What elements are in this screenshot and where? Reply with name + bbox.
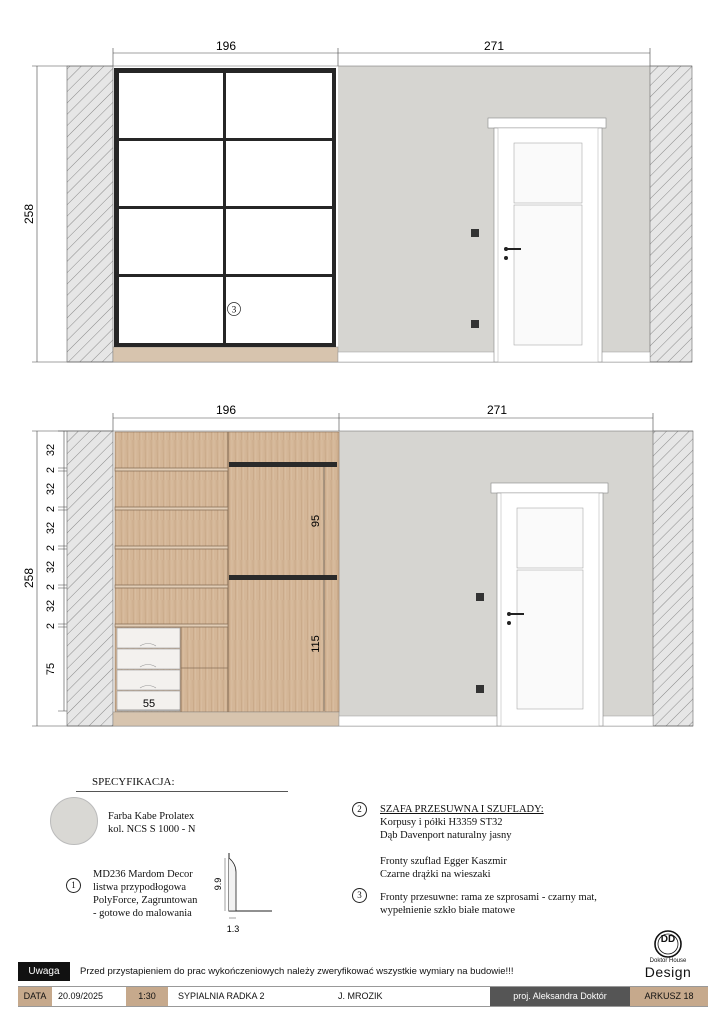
bottom-left-wall-hatch (67, 431, 113, 726)
spec-underline (76, 791, 288, 792)
upper-hanging-rod (229, 462, 337, 467)
item3-line-1: Fronty przesuwne: rama ze szprosami - czarny mat, (380, 892, 597, 903)
item2-spacer (380, 842, 544, 855)
logo-small-text: Doktor House (649, 958, 687, 964)
bottom-dim-height: 258 (22, 567, 36, 589)
item1-line-2: listwa przypodłogowa (93, 882, 187, 893)
drawer-width-dim: 55 (142, 698, 156, 710)
footer-project: proj. Aleksandra Doktór (490, 987, 630, 1006)
footer-data-label: DATA (18, 987, 52, 1006)
doktor-house-design-logo (628, 926, 708, 982)
shelf-dim-8: 32 (45, 599, 57, 613)
shelf-dim-7: 2 (45, 583, 57, 591)
bottom-light-switch (476, 593, 484, 601)
item1-line-1: MD236 Mardom Decor (93, 869, 193, 880)
top-door (488, 118, 606, 362)
item2-marker: 2 (352, 802, 367, 817)
skirting-profile-detail (213, 853, 272, 934)
item3-spec (380, 891, 597, 917)
top-wardrobe-plinth (113, 347, 338, 362)
logo-big-text: Design (644, 964, 692, 980)
top-left-wall-hatch (67, 66, 113, 362)
item2-line-4: Fronty szuflad Egger Kaszmir (380, 856, 507, 867)
bottom-right-wall-hatch (653, 431, 693, 726)
bottom-door (491, 483, 608, 726)
spec-title: SPECYFIKACJA: (92, 776, 175, 788)
shelf-dim-1: 2 (45, 466, 57, 474)
item2-line-1: Korpusy i półki H3359 ST32 (380, 817, 503, 828)
top-elevation (22, 39, 692, 362)
logo-mark: DD (660, 934, 676, 945)
item1-marker: 1 (66, 878, 81, 893)
profile-height-dim: 9.9 (213, 877, 223, 891)
bottom-dim-wardrobe-width: 196 (215, 403, 237, 417)
paint-line-1: Farba Kabe Prolatex (108, 811, 195, 822)
shelf-dim-10: 75 (45, 662, 57, 676)
bottom-skirting (339, 716, 653, 726)
shelf-dim-5: 2 (45, 544, 57, 552)
bottom-wardrobe-plinth (113, 712, 339, 726)
shelf-dimension-labels (45, 444, 57, 675)
item3-marker: 3 (352, 888, 367, 903)
shelf-dim-4: 32 (45, 521, 57, 535)
bottom-elevation (22, 403, 693, 726)
footer-room: SYPIALNIA RADKA 2 (178, 991, 265, 1001)
bottom-back-wall (339, 431, 653, 726)
item2-title: SZAFA PRZESUWNA I SZUFLADY: (380, 804, 544, 815)
top-socket (471, 320, 479, 328)
top-dim-wardrobe-width: 196 (215, 39, 237, 53)
bottom-socket (476, 685, 484, 693)
item3-line-2: wypełnienie szkło białe matowe (380, 905, 515, 916)
shelf-dim-6: 32 (45, 560, 57, 574)
shelf-dim-9: 2 (45, 622, 57, 630)
footer-author: J. MROZIK (338, 991, 383, 1001)
item1-spec (93, 868, 197, 920)
notice-text: Przed przystapieniem do prac wykończeniowych należy zweryfikować wszystkie wymiary na budowie!!! (80, 966, 514, 977)
lower-rod-dim: 115 (310, 635, 322, 653)
lower-hanging-rod (229, 575, 337, 580)
shelf-dim-2: 32 (45, 482, 57, 496)
notice-badge: Uwaga (18, 962, 70, 981)
top-dim-wall-width: 271 (483, 39, 505, 53)
item2-spec (380, 803, 544, 881)
title-block (18, 986, 708, 1007)
bottom-dim-wall-width: 271 (486, 403, 508, 417)
shelf-dim-3: 2 (45, 505, 57, 513)
top-light-switch (471, 229, 479, 237)
paint-line-2: kol. NCS S 1000 - N (108, 824, 196, 835)
footer-date: 20.09/2025 (58, 991, 104, 1001)
item2-line-5: Czarne drążki na wieszaki (380, 869, 491, 880)
paint-color-swatch (50, 797, 98, 845)
top-dim-height: 258 (22, 203, 36, 225)
footer-sheet: ARKUSZ 18 (630, 987, 708, 1006)
item1-line-4: - gotowe do malowania (93, 908, 192, 919)
top-right-wall-hatch (650, 66, 692, 362)
top-front-marker: 3 (231, 304, 237, 315)
item2-line-2: Dąb Davenport naturalny jasny (380, 830, 512, 841)
profile-width-dim: 1.3 (226, 924, 240, 934)
item1-line-3: PolyForce, Zagruntowan (93, 895, 198, 906)
upper-rod-dim: 95 (310, 514, 322, 528)
shelf-dim-0: 32 (45, 443, 57, 457)
footer-scale: 1:30 (126, 987, 168, 1006)
paint-spec (108, 810, 196, 836)
